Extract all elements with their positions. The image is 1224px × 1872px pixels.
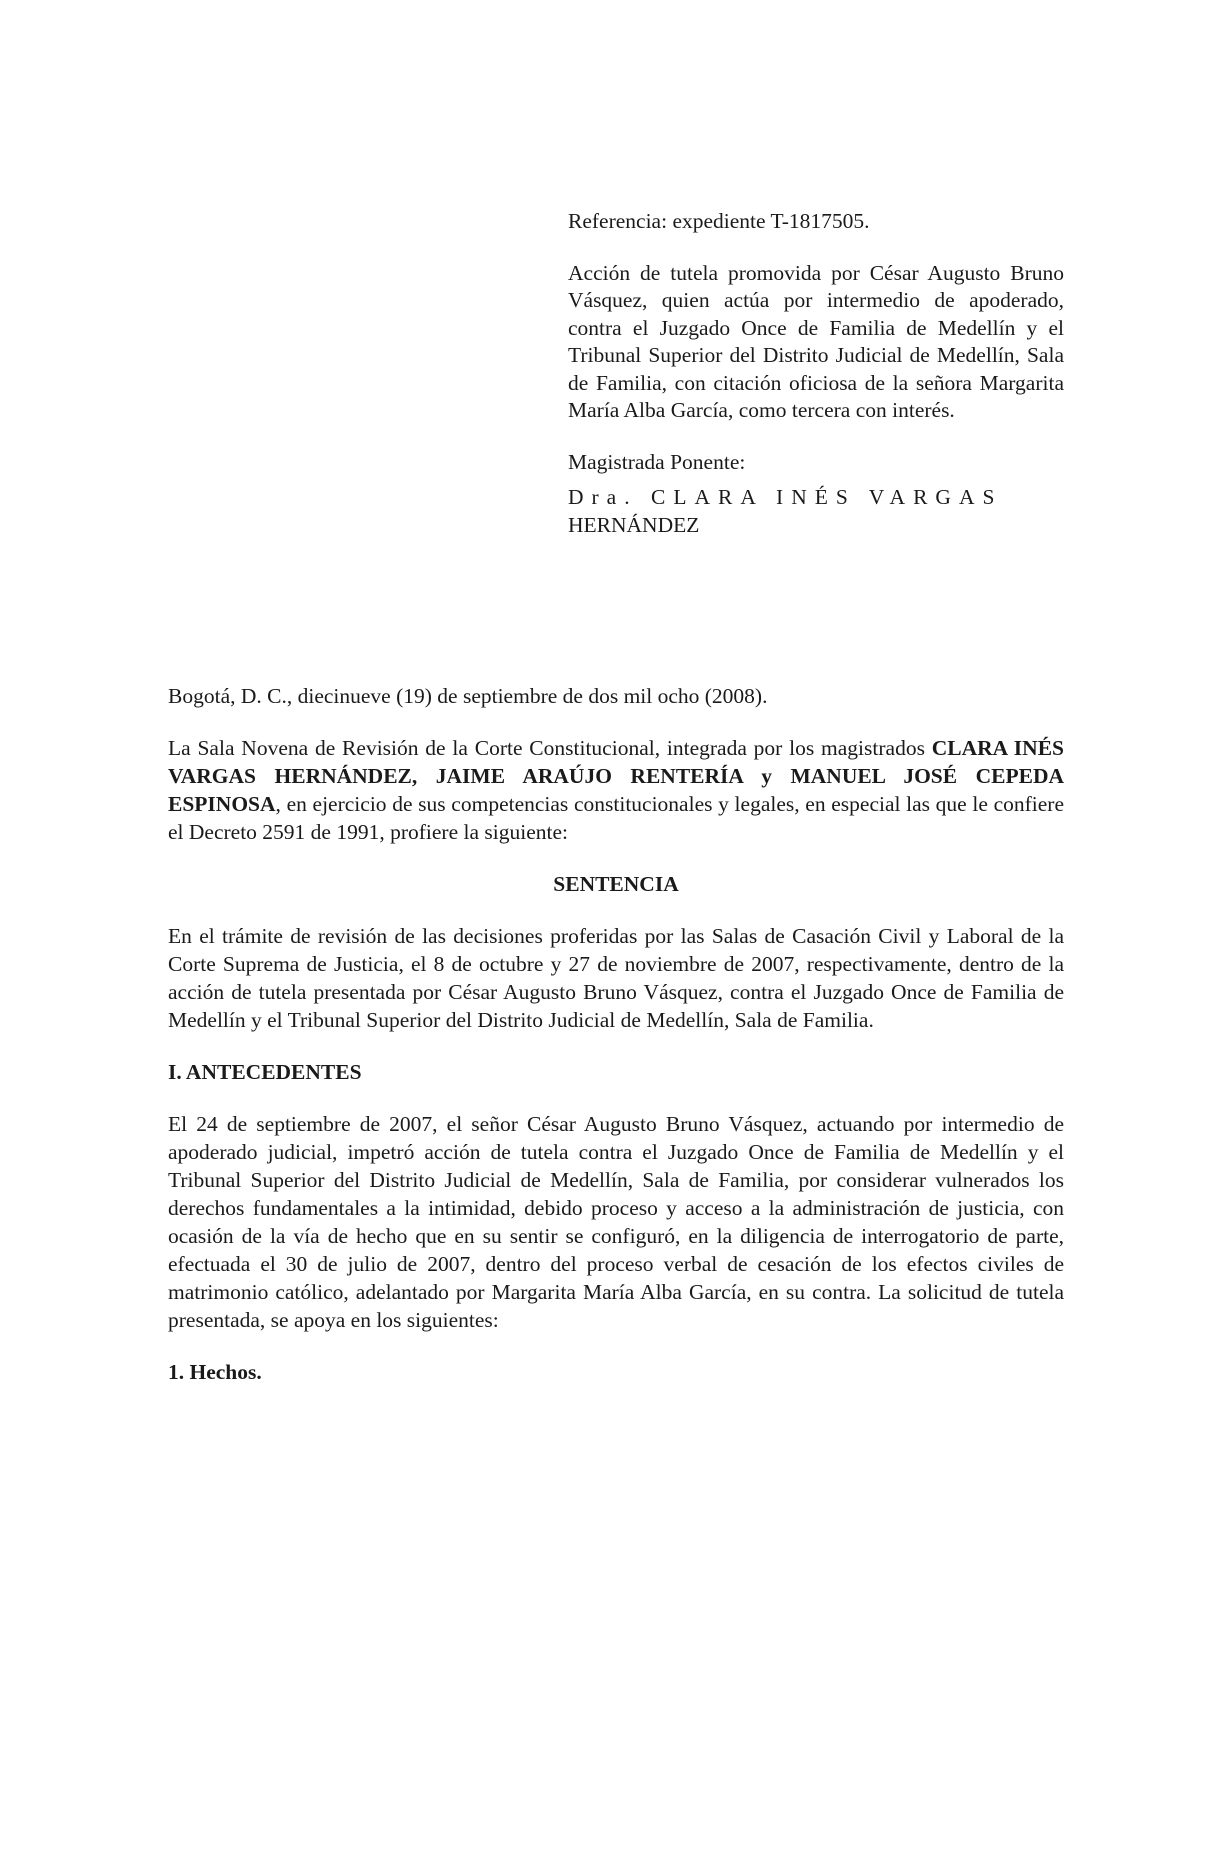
subsection-heading: 1. Hechos. bbox=[168, 1360, 262, 1384]
intro-text-before: La Sala Novena de Revisión de la Corte Constitucional, integrada por los magistrados bbox=[168, 736, 932, 760]
document-body bbox=[168, 682, 1064, 1410]
case-header bbox=[568, 208, 1064, 539]
background-paragraph: El 24 de septiembre de 2007, el señor César Augusto Bruno Vásquez, actuando por intermedio de apoderado judicial, impetró acción de tutela contra el Juzgado Once de Familia de Medellín y el Tribunal Superior del Distrito Judicial de Medellín, Sala de Familia, por considerar vulnerados los derechos fundamentales a la intimidad, debido proceso y acceso a la administración de justicia, con ocasión de la vía de hecho que en su sentir se configuró, en la diligencia de interrogatorio de parte, efectuada el 30 de julio de 2007, dentro del proceso verbal de cesación de los efectos civiles de matrimonio católico, adelantado por Margarita María Alba García, en su contra. La solicitud de tutela presentada, se apoya en los siguientes: bbox=[168, 1112, 1064, 1332]
intro-paragraph bbox=[168, 734, 1064, 846]
magistrate-name: Dra. CLARA INÉS VARGAS bbox=[568, 485, 1003, 509]
action-description: Acción de tutela promovida por César Augusto Bruno Vásquez, quien actúa por intermedio de apoderado, contra el Juzgado Once de Familia de Medellín y el Tribunal Superior del Distrito Judicial de Medellín, Sala de Familia, con citación oficiosa de la señora Margarita María Alba García, como tercera con interés. bbox=[568, 260, 1064, 422]
case-reference: Referencia: expediente T-1817505. bbox=[568, 209, 870, 233]
magistrates-names: CLARA INÉS VARGAS HERNÁNDEZ, JAIME ARAÚJO RENTERÍA y MANUEL JOSÉ CEPEDA ESPINOSA bbox=[168, 736, 1064, 816]
magistrate-label: Magistrada Ponente: bbox=[568, 449, 746, 474]
document-title: SENTENCIA bbox=[553, 872, 679, 896]
date-line: Bogotá, D. C., diecinueve (19) de septiembre de dos mil ocho (2008). bbox=[168, 684, 768, 708]
review-paragraph: En el trámite de revisión de las decisiones proferidas por las Salas de Casación Civil y Laboral de la Corte Suprema de Justicia, el 8 de octubre y 27 de noviembre de 2007, respectivamente, dentro de la acción de tutela presentada por César Augusto Bruno Vásquez, contra el Juzgado Once de Familia de Medellín y el Tribunal Superior del Distrito Judicial de Medellín, Sala de Familia. bbox=[168, 924, 1064, 1032]
magistrate-surname: HERNÁNDEZ bbox=[568, 512, 700, 537]
intro-text-after: , en ejercicio de sus competencias constitucionales y legales, en especial las que le confiere el Decreto 2591 de 1991, profiere la siguiente: bbox=[168, 792, 1064, 844]
section-heading: I. ANTECEDENTES bbox=[168, 1060, 362, 1084]
